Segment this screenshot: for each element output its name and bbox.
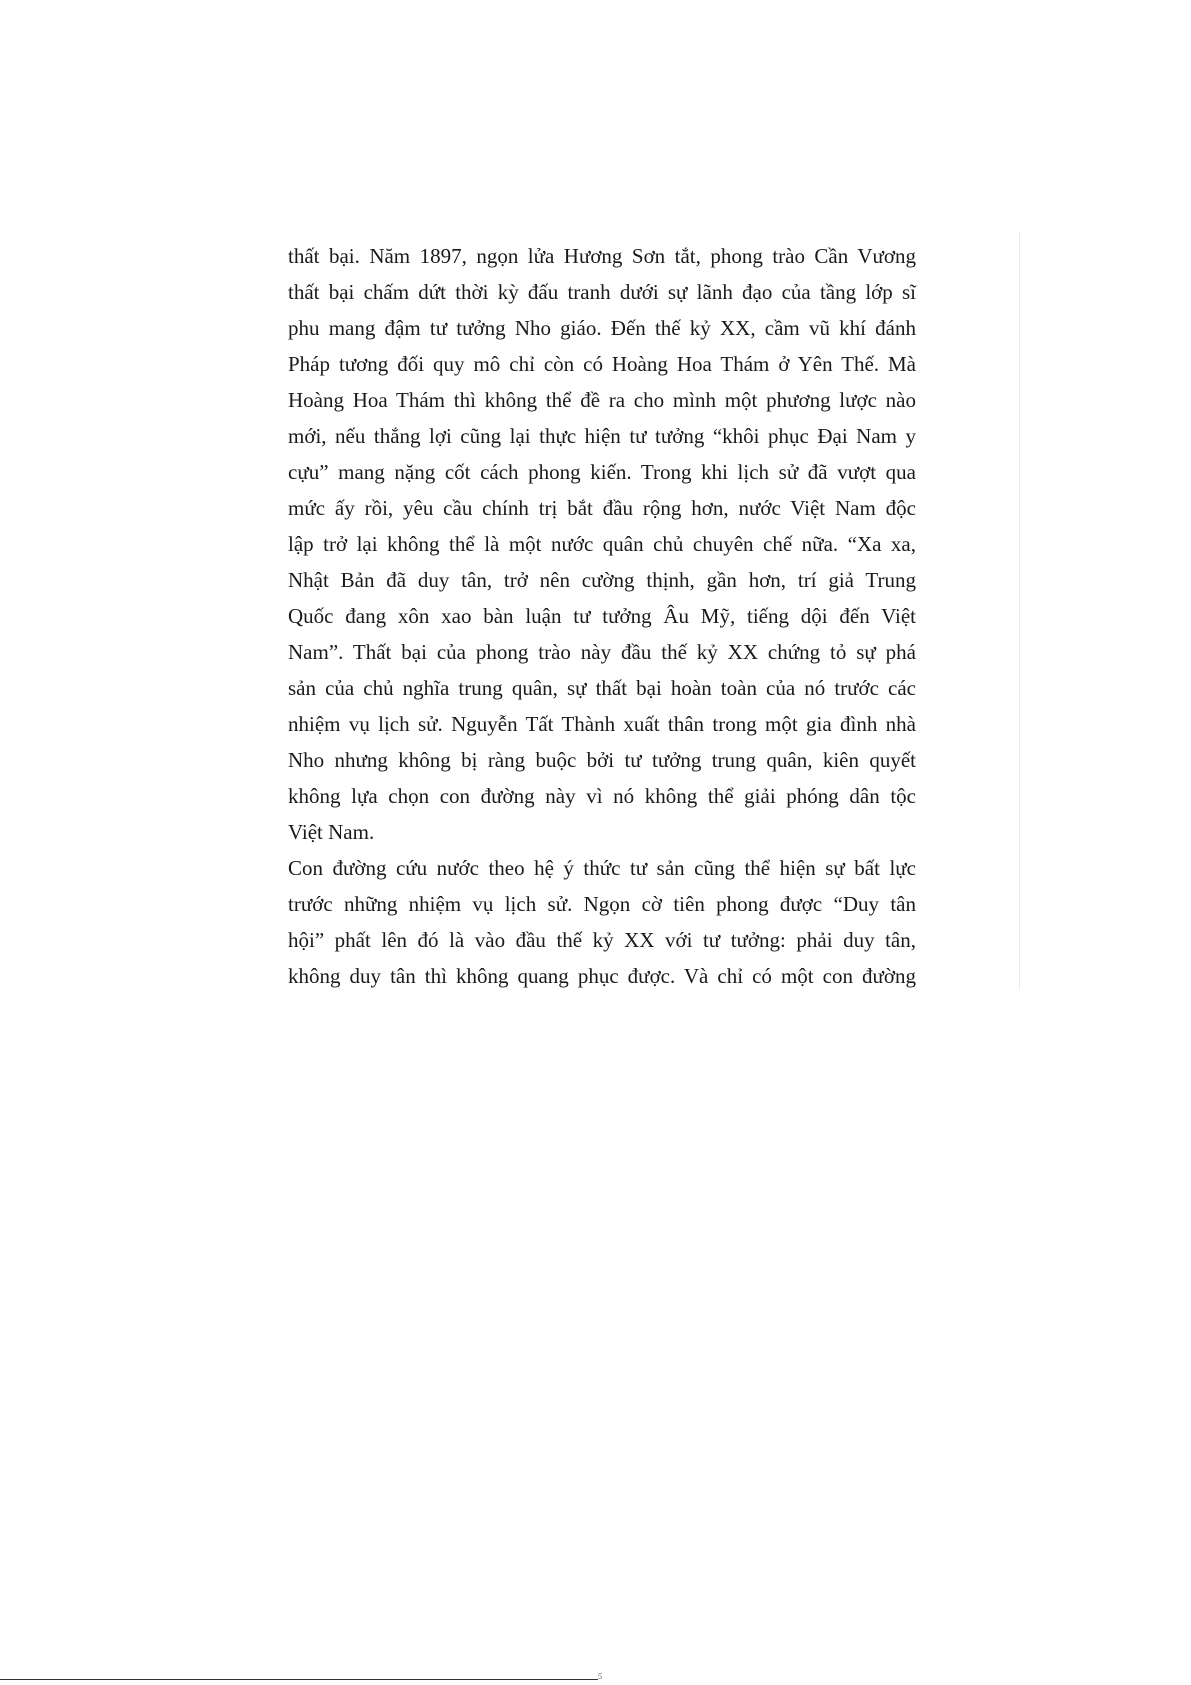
text-line: cựu” mang nặng cốt cách phong kiến. Trong khi lịch sử đã vượt qua bbox=[288, 460, 916, 484]
footer-mark: 5 bbox=[598, 1672, 602, 1681]
text-line: thất bại. Năm 1897, ngọn lửa Hương Sơn tắt, phong trào Cần Vương bbox=[288, 244, 916, 268]
footer-rule bbox=[0, 1679, 598, 1680]
text-line: lập trở lại không thể là một nước quân chủ chuyên chế nữa. “Xa xa, bbox=[288, 532, 916, 556]
body-text bbox=[288, 238, 916, 994]
text-line: mới, nếu thắng lợi cũng lại thực hiện tư tưởng “khôi phục Đại Nam y bbox=[288, 424, 916, 448]
text-line: thất bại chấm dứt thời kỳ đấu tranh dưới sự lãnh đạo của tầng lớp sĩ bbox=[288, 280, 916, 304]
text-line: Hoàng Hoa Thám thì không thể đề ra cho mình một phương lược nào bbox=[288, 388, 916, 412]
text-line: Nam”. Thất bại của phong trào này đầu thế kỷ XX chứng tỏ sự phá bbox=[288, 640, 916, 664]
text-line: Nho nhưng không bị ràng buộc bởi tư tưởng trung quân, kiên quyết bbox=[288, 748, 916, 772]
text-line: nhiệm vụ lịch sử. Nguyễn Tất Thành xuất thân trong một gia đình nhà bbox=[288, 712, 916, 736]
margin-rule bbox=[1019, 232, 1020, 990]
text-line: Quốc đang xôn xao bàn luận tư tưởng Âu Mỹ, tiếng dội đến Việt bbox=[288, 604, 916, 628]
text-line: sản của chủ nghĩa trung quân, sự thất bại hoàn toàn của nó trước các bbox=[288, 676, 916, 700]
text-line: Pháp tương đối quy mô chỉ còn có Hoàng Hoa Thám ở Yên Thế. Mà bbox=[288, 352, 916, 376]
text-line: Con đường cứu nước theo hệ ý thức tư sản cũng thể hiện sự bất lực bbox=[288, 856, 916, 880]
text-line: Việt Nam. bbox=[288, 820, 375, 844]
text-line: phu mang đậm tư tưởng Nho giáo. Đến thế kỷ XX, cầm vũ khí đánh bbox=[288, 316, 916, 340]
text-line: hội” phất lên đó là vào đầu thế kỷ XX với tư tưởng: phải duy tân, bbox=[288, 928, 916, 952]
text-line: không lựa chọn con đường này vì nó không thể giải phóng dân tộc bbox=[288, 784, 916, 808]
text-line: mức ấy rồi, yêu cầu chính trị bắt đầu rộng hơn, nước Việt Nam độc bbox=[288, 496, 916, 520]
text-line: không duy tân thì không quang phục được. Và chỉ có một con đường bbox=[288, 964, 916, 988]
text-line: Nhật Bản đã duy tân, trở nên cường thịnh, gần hơn, trí giả Trung bbox=[288, 568, 916, 592]
text-line: trước những nhiệm vụ lịch sử. Ngọn cờ tiên phong được “Duy tân bbox=[288, 892, 916, 916]
